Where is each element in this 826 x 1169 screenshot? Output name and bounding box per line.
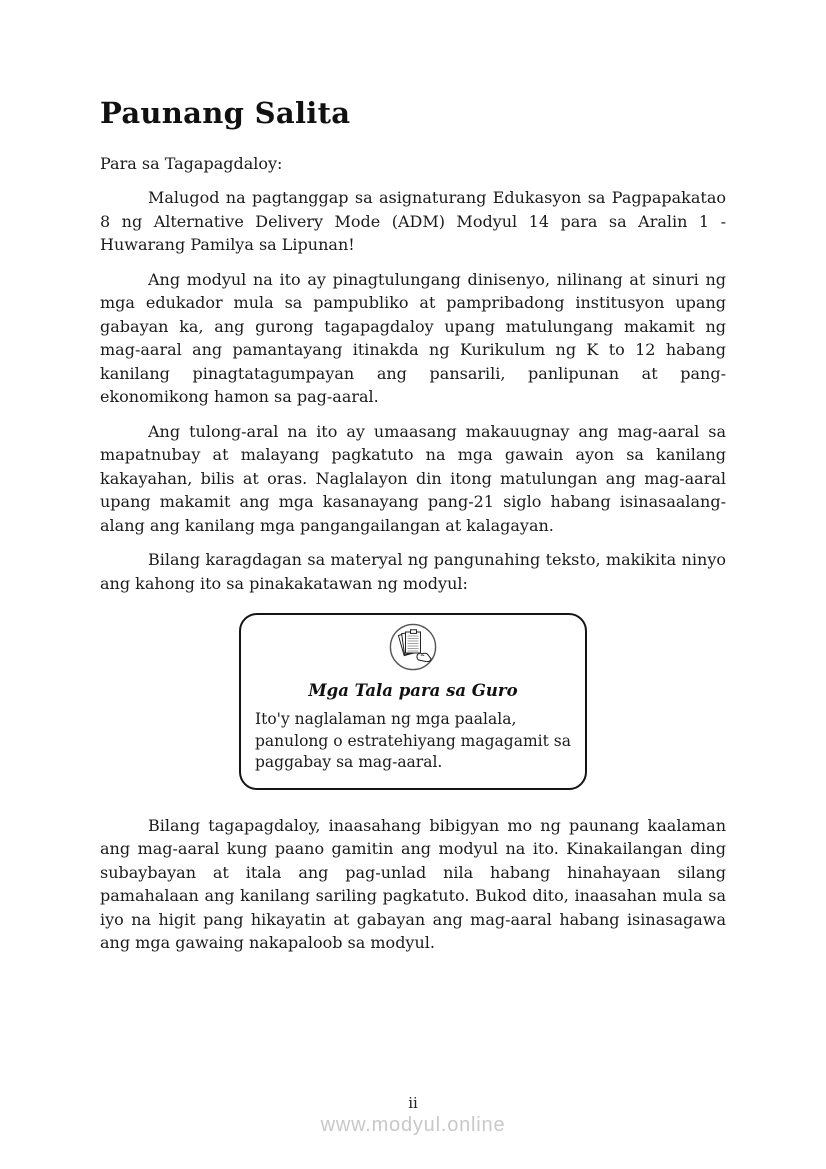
page-number: ii — [408, 1094, 418, 1112]
page-content — [100, 96, 726, 966]
note-box-body: Ito'y naglalaman ng mga paalala, panulong o estratehiyang magagamit sa paggabay sa mag-aaral. — [255, 710, 571, 771]
paragraph-learning-aid: Ang tulong-aral na ito ay umaasang makauugnay ang mag-aaral sa mapatnubay at malayang pagkatuto na mga gawain ayon sa kanilang kakayahan, bilis at oras. Naglalayon din itong matulungan ang mag-aaral upang makamit ang mga kasanayang pang-21 siglo habang isinasaalang-alang ang kanilang mga pangangailangan at kalagayan. — [100, 421, 726, 535]
paragraph-box-intro: Bilang karagdagan sa materyal ng pangunahing teksto, makikita ninyo ang kahong ito sa pinakakatawan ng modyul: — [100, 550, 726, 593]
page-title: Paunang Salita — [100, 96, 351, 130]
watermark-url: www.modyul.online — [320, 1114, 506, 1136]
note-box-title: Mga Tala para sa Guro — [308, 681, 518, 700]
paragraph-closing: Bilang tagapagdaloy, inaasahang bibigyan mo ng paunang kaalaman ang mag-aaral kung paano gamitin ang modyul na ito. Kinakailangan ding subaybayan at itala ang pag-unlad nila habang hinahayaan silang pamahalaan ang kanilang sariling pagkatuto. Bukod dito, inaasahan mula sa iyo na higit pang hikayatin at gabayan ang mag-aaral habang isinasagawa ang mga gawaing nakapaloob sa modyul. — [100, 815, 726, 952]
paragraph-module-design: Ang modyul na ito ay pinagtulungang dinisenyo, nilinang at sinuri ng mga edukador mula sa pampubliko at pampribadong institusyon upang gabayan ka, ang gurong tagapagdaloy upang matulungang makamit ng mag-aaral ang pamantayang itinakda ng Kurikulum ng K to 12 habang kanilang pinagtatagumpayan ang pansarili, panlipunan at pang-ekonomikong hamon sa pag-aaral. — [100, 269, 726, 406]
salutation-line: Para sa Tagapagdaloy: — [100, 154, 283, 173]
notes-hand-icon — [255, 623, 571, 675]
teacher-notes-box — [239, 613, 587, 790]
paragraph-welcome: Malugod na pagtanggap sa asignaturang Edukasyon sa Pagpapakatao 8 ng Alternative Delivery Mode (ADM) Modyul 14 para sa Aralin 1 - Huwarang Pamilya sa Lipunan! — [100, 188, 726, 254]
